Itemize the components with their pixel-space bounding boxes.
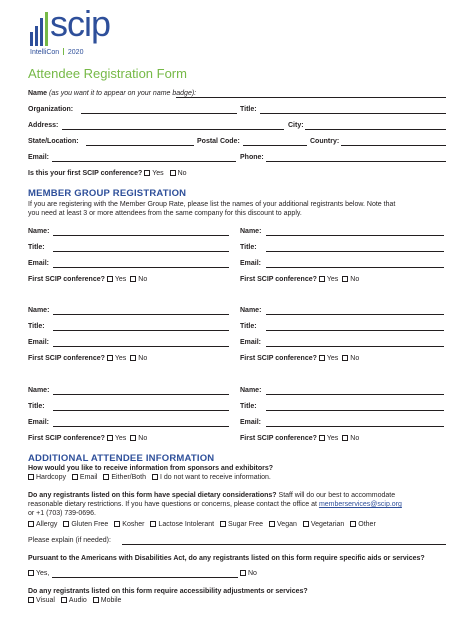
registrant-first-conference-no-option[interactable] [130,434,147,443]
diet-option-gluten-free[interactable] [63,520,108,529]
no-label: No [138,355,148,362]
first-conference-row [28,169,191,178]
registrant-name-field[interactable] [266,235,444,236]
name-label: Name [28,90,48,97]
checkbox-icon[interactable] [61,597,67,603]
checkbox-icon[interactable] [303,521,309,527]
registrant-first-conference-yes-option[interactable] [319,275,338,284]
logo-subtitle-a: IntelliCon [30,49,60,56]
option-label: Vegan [277,521,297,528]
registrant-title-field[interactable] [53,330,229,331]
checkbox-icon[interactable] [28,570,34,576]
member-group-heading: MEMBER GROUP REGISTRATION [28,188,187,199]
registrant-first-conference-no-option[interactable] [342,354,359,363]
state-label: State/Location: [28,138,79,145]
option-label: Email [79,474,98,481]
registrant-title-label: Title: [240,244,257,251]
name-field[interactable] [176,97,446,98]
phone-field[interactable] [266,161,446,162]
checkbox-icon[interactable] [114,521,120,527]
logo-wordmark: scip [50,3,111,44]
option-label: Mobile [100,597,122,604]
registrant-first-conference-question: First SCIP conference? [240,355,317,362]
checkbox-icon[interactable] [269,521,275,527]
option-label: Sugar Free [228,521,264,528]
checkbox-icon[interactable] [93,597,99,603]
checkbox-icon[interactable] [319,276,325,282]
dietary-options [28,520,380,529]
member-group-intro-line: you need at least 3 or more attendees from the same company for this discount to apply. [28,210,302,217]
first-conference-no-option[interactable] [170,169,187,178]
option-label: Vegetarian [310,521,345,528]
diet-option-lactose-intolerant[interactable] [150,520,214,529]
dietary-question-bold: Do any registrants listed on this form have special dietary considerations? [28,492,277,499]
registrant-title-label: Title: [240,403,257,410]
checkbox-icon[interactable] [130,355,136,361]
option-label: I do not want to receive information. [159,474,271,481]
registrant-title-field[interactable] [266,330,444,331]
checkbox-icon[interactable] [240,570,246,576]
checkbox-icon[interactable] [319,435,325,441]
registrant-name-field[interactable] [266,394,444,395]
postal-code-field[interactable] [243,145,307,146]
ada-yes-label: Yes, [36,570,50,577]
logo-subtitle [30,48,83,56]
registrant-first-conference-yes-option[interactable] [107,275,126,284]
option-label: Allergy [36,521,58,528]
no-label: No [138,276,148,283]
name-label-group [28,89,196,98]
registrant-title-field[interactable] [266,410,444,411]
country-label: Country: [310,138,340,145]
diet-option-kosher[interactable] [114,520,144,529]
checkbox-icon[interactable] [130,435,136,441]
registrant-name-field[interactable] [53,235,229,236]
checkbox-icon[interactable] [144,170,150,176]
checkbox-icon[interactable] [342,276,348,282]
yes-label: Yes [114,435,127,442]
no-label: No [350,276,360,283]
registrant-name-label: Name: [28,387,50,394]
info-option-none[interactable] [152,473,271,482]
registrant-first-conference-row [240,275,363,284]
checkbox-icon[interactable] [220,521,226,527]
registrant-email-field[interactable] [53,426,229,427]
registrant-name-field[interactable] [53,314,229,315]
checkbox-icon[interactable] [28,597,34,603]
option-label: Other [358,521,376,528]
info-option-hardcopy[interactable] [28,473,66,482]
registrant-first-conference-yes-option[interactable] [107,354,126,363]
info-option-email[interactable] [72,473,98,482]
access-option-visual[interactable] [28,596,55,605]
registrant-name-label: Name: [28,228,50,235]
registrant-email-label: Email: [28,260,50,267]
yes-label: Yes [326,355,339,362]
registrant-email-field[interactable] [266,346,444,347]
country-field[interactable] [341,145,446,146]
option-label: Hardcopy [36,474,66,481]
registrant-name-label: Name: [240,387,262,394]
registrant-email-label: Email: [240,260,262,267]
accessibility-question: Do any registrants listed on this form require accessibility adjustments or services? [28,588,308,595]
registrant-first-conference-row [28,354,151,363]
yes-label: Yes [114,355,127,362]
email-label: Email: [28,154,50,161]
diet-option-other[interactable] [350,520,376,529]
registrant-first-conference-yes-option[interactable] [107,434,126,443]
explain-field[interactable] [122,544,446,545]
state-field[interactable] [86,145,194,146]
registrant-name-field[interactable] [53,394,229,395]
no-label: No [138,435,148,442]
registrant-name-label: Name: [240,228,262,235]
first-conference-question: Is this your first SCIP conference? [28,170,143,177]
member-services-email-link[interactable]: memberservices@scip.org [318,501,402,508]
title-label: Title: [240,106,257,113]
registrant-name-label: Name: [28,307,50,314]
address-field[interactable] [62,129,284,130]
organization-field[interactable] [81,113,237,114]
ada-yes-option[interactable] [28,569,49,578]
diet-option-sugar-free[interactable] [220,520,263,529]
no-label: No [177,170,187,177]
registrant-name-field[interactable] [266,314,444,315]
checkbox-icon[interactable] [72,474,78,480]
address-label: Address: [28,122,59,129]
registrant-first-conference-no-option[interactable] [130,354,147,363]
checkbox-icon[interactable] [342,435,348,441]
registrant-first-conference-yes-option[interactable] [319,434,338,443]
additional-info-heading: ADDITIONAL ATTENDEE INFORMATION [28,453,215,464]
option-label: Kosher [122,521,145,528]
checkbox-icon[interactable] [107,435,113,441]
registrant-title-label: Title: [240,323,257,330]
registrant-email-label: Email: [28,339,50,346]
option-label: Audio [68,597,87,604]
form-title: Attendee Registration Form [28,66,187,81]
checkbox-icon[interactable] [103,474,109,480]
registrant-title-label: Title: [28,403,45,410]
checkbox-icon[interactable] [28,474,34,480]
registrant-first-conference-row [28,275,151,284]
registrant-first-conference-question: First SCIP conference? [28,435,105,442]
info-preference-options [28,473,275,482]
option-label: Either/Both [111,474,147,481]
registrant-email-field[interactable] [266,267,444,268]
dietary-question-text: Staff will do our best to accommodate [278,492,396,499]
member-group-intro [28,200,395,218]
registrant-title-field[interactable] [266,251,444,252]
checkbox-icon[interactable] [152,474,158,480]
accessibility-options [28,596,125,605]
registrant-email-field[interactable] [53,346,229,347]
checkbox-icon[interactable] [130,276,136,282]
checkbox-icon[interactable] [319,355,325,361]
registrant-title-label: Title: [28,323,45,330]
checkbox-icon[interactable] [63,521,69,527]
name-hint: (as you want it to appear on your name badge): [49,90,197,97]
no-label: No [350,435,360,442]
organization-label: Organization: [28,106,74,113]
registrant-first-conference-question: First SCIP conference? [28,355,105,362]
ada-yes-details-field[interactable] [52,577,238,578]
phone-label: Phone: [240,154,264,161]
first-conference-yes-option[interactable] [144,169,163,178]
member-group-intro-line: If you are registering with the Member Group Rate, please list the names of your additional registrants below. Note that [28,201,396,208]
registrant-email-label: Email: [28,419,50,426]
registrant-title-field[interactable] [53,410,229,411]
checkbox-icon[interactable] [170,170,176,176]
city-field[interactable] [305,129,446,130]
registrant-first-conference-question: First SCIP conference? [240,435,317,442]
explain-label: Please explain (if needed): [28,537,111,544]
title-field[interactable] [260,113,446,114]
access-option-audio[interactable] [61,596,87,605]
checkbox-icon[interactable] [107,355,113,361]
registrant-first-conference-row [240,434,363,443]
yes-label: Yes [114,276,127,283]
ada-no-option[interactable] [240,569,257,578]
registrant-first-conference-yes-option[interactable] [319,354,338,363]
postal-code-label: Postal Code: [197,138,240,145]
dietary-question-text: reasonable dietary restrictions. If you have questions or concerns, please contact the office at [28,501,317,508]
registrant-first-conference-row [240,354,363,363]
registrant-email-label: Email: [240,339,262,346]
scip-logo [28,3,128,56]
logo-subtitle-b: 2020 [67,49,84,56]
option-label: Lactose Intolerant [158,521,215,528]
registrant-first-conference-no-option[interactable] [130,275,147,284]
diet-option-allergy[interactable] [28,520,57,529]
dietary-question-phone: or +1 (703) 739-0696. [28,510,96,517]
checkbox-icon[interactable] [150,521,156,527]
registrant-title-field[interactable] [53,251,229,252]
registrant-first-conference-row [28,434,151,443]
registrant-name-label: Name: [240,307,262,314]
option-label: Visual [36,597,55,604]
yes-label: Yes [326,276,339,283]
yes-label: Yes [326,435,339,442]
city-label: City: [288,122,304,129]
registrant-first-conference-question: First SCIP conference? [240,276,317,283]
registrant-first-conference-no-option[interactable] [342,434,359,443]
ada-no-label: No [248,570,257,577]
no-label: No [350,355,360,362]
checkbox-icon[interactable] [350,521,356,527]
email-field[interactable] [52,161,236,162]
registrant-email-field[interactable] [53,267,229,268]
diet-option-vegan[interactable] [269,520,297,529]
option-label: Gluten Free [71,521,109,528]
registrant-email-label: Email: [240,419,262,426]
access-option-mobile[interactable] [93,596,122,605]
ada-question: Pursuant to the Americans with Disabilities Act, do any registrants listed on this form require specific aids or services? [28,555,425,562]
registrant-email-field[interactable] [266,426,444,427]
registrant-title-label: Title: [28,244,45,251]
registrant-first-conference-question: First SCIP conference? [28,276,105,283]
info-option-either-both[interactable] [103,473,146,482]
checkbox-icon[interactable] [107,276,113,282]
diet-option-vegetarian[interactable] [303,520,344,529]
registrant-first-conference-no-option[interactable] [342,275,359,284]
checkbox-icon[interactable] [28,521,34,527]
info-preference-question: How would you like to receive information from sponsors and exhibitors? [28,465,274,472]
checkbox-icon[interactable] [342,355,348,361]
dietary-question [28,491,448,518]
yes-label: Yes [152,170,164,177]
